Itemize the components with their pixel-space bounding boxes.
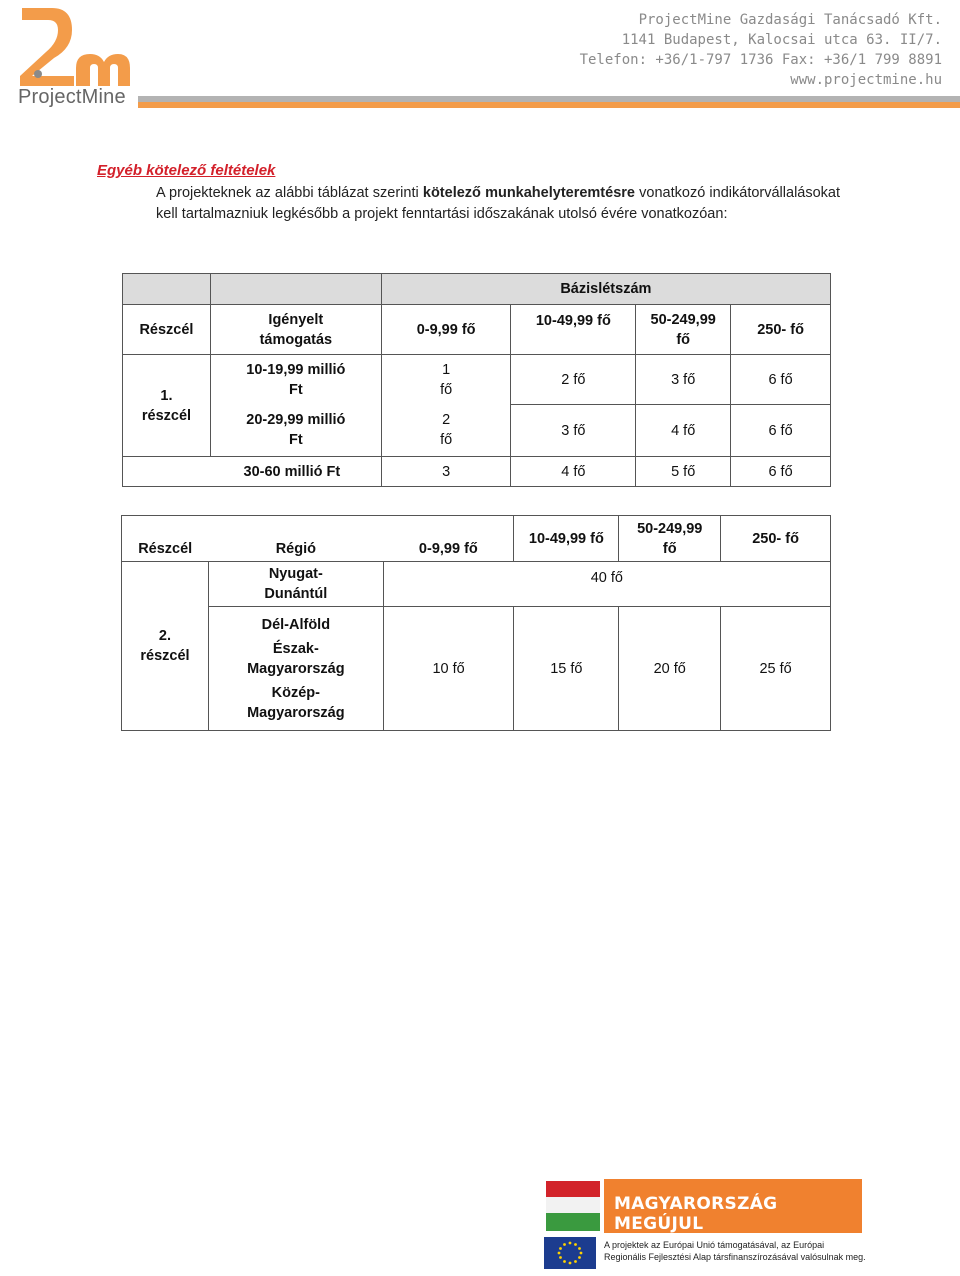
table-row xyxy=(123,457,831,487)
table-reszcel-2 xyxy=(121,515,831,731)
value-cell: 3 fő xyxy=(636,355,731,405)
value-cell: 40 fő xyxy=(383,562,830,607)
company-name: ProjectMine Gazdasági Tanácsadó Kft. xyxy=(638,12,942,28)
flag-red-stripe xyxy=(546,1181,600,1197)
value-cell: 2 fő xyxy=(511,355,636,405)
badge-title: MAGYARORSZÁG MEGÚJUL xyxy=(614,1194,778,1234)
row-label: 2. részcél xyxy=(122,562,209,731)
value-cell: 1 fő xyxy=(381,355,511,405)
company-info xyxy=(580,10,942,90)
support-cell: 20-29,99 millió Ft xyxy=(210,405,381,457)
region-cell: Nyugat-Dunántúl xyxy=(208,562,383,607)
table-row xyxy=(122,562,831,607)
col-header: 0-9,99 fő xyxy=(383,516,514,562)
value-cell: 4 fő xyxy=(511,457,636,487)
table-reszcel-1 xyxy=(122,273,831,487)
col-header: Régió xyxy=(208,516,383,562)
value-cell: 3 fő xyxy=(511,405,636,457)
value-cell: 6 fő xyxy=(731,355,831,405)
header-rule-orange xyxy=(138,102,960,108)
table-row xyxy=(123,405,831,457)
region-name: Dél-Alföld xyxy=(261,616,331,633)
value-cell: 15 fő xyxy=(514,607,619,731)
company-address: 1141 Budapest, Kalocsai utca 63. II/7. xyxy=(621,32,942,48)
region-cell xyxy=(208,607,383,731)
col-header: Részcél xyxy=(122,516,209,562)
value-cell: 5 fő xyxy=(636,457,731,487)
value-cell: 2 fő xyxy=(381,405,511,457)
value-cell: 20 fő xyxy=(619,607,721,731)
value-cell: 6 fő xyxy=(731,457,831,487)
eu-flag-icon xyxy=(544,1237,596,1269)
magyarorszag-megujul-badge xyxy=(540,1177,866,1269)
row-label: 1. részcél xyxy=(123,355,211,457)
table-row xyxy=(123,355,831,405)
intro-paragraph: A projekteknek az alábbi táblázat szerinti kötelező munkahelyteremtésre vonatkozó indikátorvállalásokat kell tartalmazniuk legkésőbb a projekt fenntartási időszakának utolsó évére vonatkozóan: xyxy=(156,185,841,222)
col-header: Részcél xyxy=(123,305,211,355)
group-header: Bázislétszám xyxy=(381,274,830,305)
col-header: 50-249,99 fő xyxy=(636,305,731,355)
support-cell: 30-60 millió Ft xyxy=(123,457,382,487)
col-header: 10-49,99 fő xyxy=(511,305,636,355)
value-cell: 3 xyxy=(381,457,511,487)
value-cell: 25 fő xyxy=(721,607,831,731)
col-header: 50-249,99 fő xyxy=(619,516,721,562)
value-cell: 4 fő xyxy=(636,405,731,457)
col-header: 0-9,99 fő xyxy=(381,305,511,355)
badge-eu-text: A projektek az Európai Unió támogatásával, az Európai Regionális Fejlesztési Alap társfinanszírozásával valósulnak meg. xyxy=(604,1240,866,1262)
support-cell: 10-19,99 millió Ft xyxy=(210,355,381,405)
region-name: Észak-Magyarország xyxy=(247,640,345,677)
col-header: 250- fő xyxy=(721,516,831,562)
logo-text: ProjectMine xyxy=(18,86,126,108)
region-name: Közép-Magyarország xyxy=(247,684,345,721)
col-header: Igényelt támogatás xyxy=(210,305,381,355)
company-phone: Telefon: +36/1-797 1736 Fax: +36/1 799 8891 xyxy=(579,52,942,68)
value-cell: 10 fő xyxy=(383,607,514,731)
flag-green-stripe xyxy=(546,1213,600,1231)
flag-white-stripe xyxy=(546,1197,600,1213)
company-website[interactable]: www.projectmine.hu xyxy=(790,72,942,88)
section-title: Egyéb kötelező feltételek xyxy=(97,162,276,179)
col-header: 250- fő xyxy=(731,305,831,355)
table-row xyxy=(122,607,831,731)
col-header: 10-49,99 fő xyxy=(514,516,619,562)
value-cell: 6 fő xyxy=(731,405,831,457)
